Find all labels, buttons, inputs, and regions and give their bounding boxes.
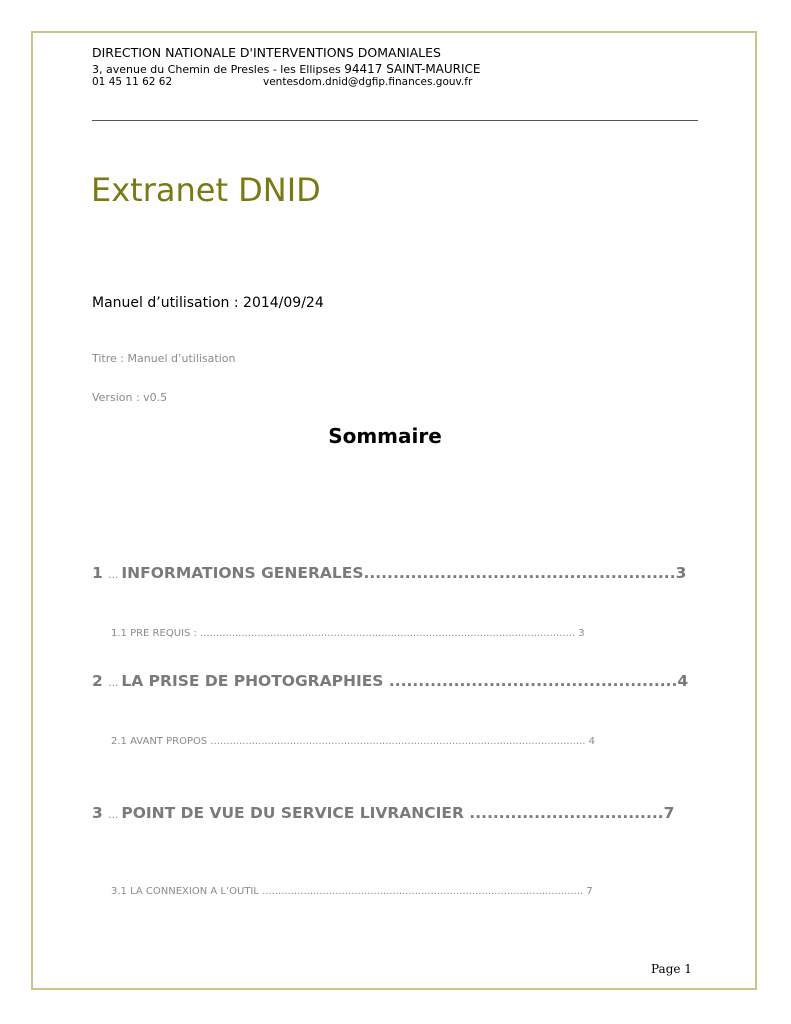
street-address: 3, avenue du Chemin de Presles - les Ellipses	[92, 63, 345, 76]
toc-entry-text: LA PRISE DE PHOTOGRAPHIES .................................................4	[121, 672, 689, 690]
toc-leader: …	[108, 678, 122, 689]
manual-date-line: Manuel d’utilisation : 2014/09/24	[92, 295, 324, 311]
toc-entry-2[interactable]	[92, 672, 688, 690]
email-address: ventesdom.dnid@dgfip.finances.gouv.fr	[263, 76, 473, 88]
toc-entry-3-1[interactable]: 3.1 LA CONNEXION A L’OUTIL ..................................................................................................... 7	[111, 886, 593, 897]
toc-entry-3[interactable]	[92, 804, 674, 822]
toc-entry-text: POINT DE VUE DU SERVICE LIVRANCIER .................................7	[121, 804, 675, 822]
organization-name: DIRECTION NATIONALE D'INTERVENTIONS DOMANIALES	[92, 45, 441, 60]
document-title: Extranet DNID	[91, 171, 321, 209]
meta-version: Version : v0.5	[92, 391, 168, 404]
toc-leader: …	[108, 810, 122, 821]
toc-entry-1-1[interactable]: 1.1 PRE REQUIS : ...................................................................................................................... 3	[111, 628, 585, 639]
page-number: Page 1	[651, 962, 692, 976]
toc-number: 3	[92, 804, 109, 822]
meta-titre: Titre : Manuel d’utilisation	[92, 352, 236, 365]
toc-number: 2	[92, 672, 109, 690]
toc-entry-text: INFORMATIONS GENERALES.....................................................3	[121, 564, 687, 582]
toc-number: 1	[92, 564, 109, 582]
address-line	[92, 62, 481, 76]
zip-city: 94417 SAINT-MAURICE	[344, 62, 481, 76]
header-divider	[92, 120, 698, 121]
phone-number: 01 45 11 62 62	[92, 76, 173, 88]
toc-entry-2-1[interactable]: 2.1 AVANT PROPOS ...................................................................................................................... 4	[111, 736, 595, 747]
toc-leader: …	[108, 570, 122, 581]
sommaire-heading: Sommaire	[328, 424, 442, 448]
toc-entry-1[interactable]	[92, 564, 686, 582]
